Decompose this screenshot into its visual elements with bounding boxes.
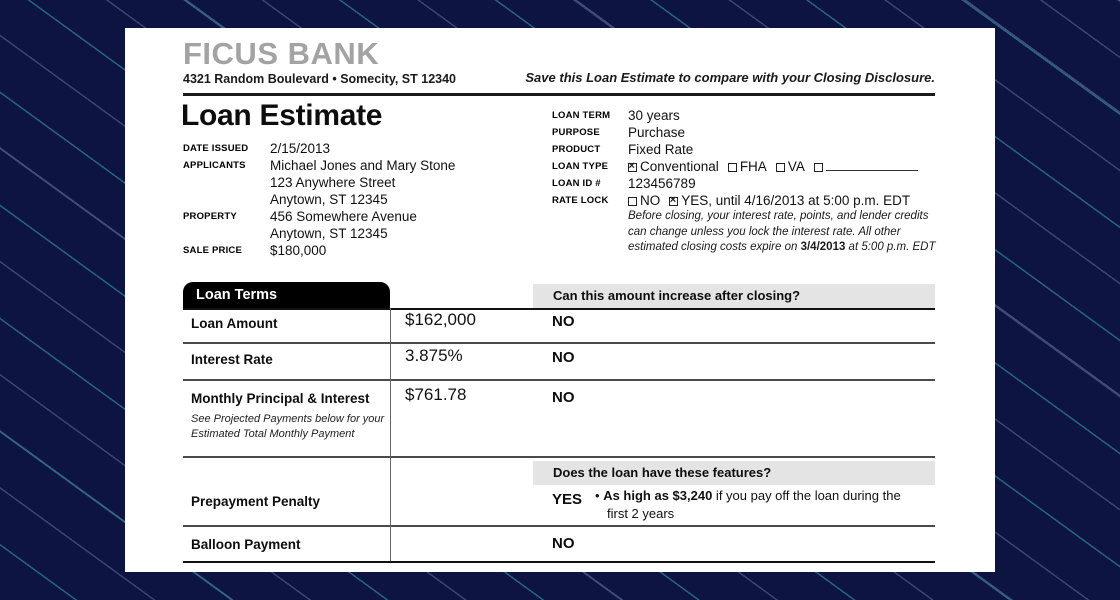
option-va xyxy=(776,159,805,174)
detail-date-issued xyxy=(183,140,533,157)
detail-label: SALE PRICE xyxy=(183,245,243,256)
table-top-line xyxy=(183,308,935,310)
option-rate-lock-no xyxy=(628,193,660,208)
detail-loan-id xyxy=(552,175,942,192)
row-answer-loan-amount: NO xyxy=(552,313,575,330)
header-rule xyxy=(183,93,935,96)
right-details xyxy=(552,107,942,209)
detail-value: Fixed Rate xyxy=(628,142,694,157)
detail-label: LOAN ID # xyxy=(552,178,601,189)
page-title: Loan Estimate xyxy=(181,99,383,132)
checkbox-no-icon xyxy=(628,197,637,206)
row-label-prepayment-penalty: Prepayment Penalty xyxy=(191,494,321,509)
option-rate-lock-yes xyxy=(669,193,910,208)
row-label-balloon-payment: Balloon Payment xyxy=(191,537,301,552)
detail-label: PROPERTY xyxy=(183,211,237,222)
detail-label: DATE ISSUED xyxy=(183,143,249,154)
loan-terms-tab: Loan Terms xyxy=(183,282,390,308)
option-label: VA xyxy=(787,159,805,174)
detail-label: APPLICANTS xyxy=(183,160,246,171)
fine-print-text: Before closing, your interest rate, points, and lender credits can change unless you lock the interest rate. All other estimated closing costs expire on xyxy=(628,210,929,253)
detail-line-2: first 2 years xyxy=(607,505,675,521)
detail-value: Anytown, ST 12345 xyxy=(270,192,388,207)
detail-label: LOAN TYPE xyxy=(552,161,609,172)
detail-line-1 xyxy=(595,487,945,505)
option-fha xyxy=(728,159,767,174)
detail-value: 456 Somewhere Avenue xyxy=(270,209,417,224)
option-conventional xyxy=(628,159,719,174)
option-label: YES, until 4/16/2013 at 5:00 p.m. EDT xyxy=(681,193,911,208)
detail-product xyxy=(552,141,942,158)
checkbox-va-icon xyxy=(776,163,785,172)
fine-print-text: at 5:00 p.m. EDT xyxy=(845,241,936,253)
row-answer-balloon-payment: NO xyxy=(552,535,575,552)
detail-value: 123 Anywhere Street xyxy=(270,175,396,190)
row-divider xyxy=(183,456,935,458)
detail-value: $180,000 xyxy=(270,243,327,258)
detail-loan-type xyxy=(552,158,942,175)
bank-address: 4321 Random Boulevard • Somecity, ST 12340 xyxy=(183,72,457,86)
detail-purpose xyxy=(552,124,942,141)
row-label-loan-amount: Loan Amount xyxy=(191,316,278,331)
increase-after-closing-header: Can this amount increase after closing? xyxy=(533,284,935,308)
row-label-monthly-pi: Monthly Principal & Interest xyxy=(191,391,370,406)
row-value-interest-rate: 3.875% xyxy=(405,346,463,365)
row-label-interest-rate: Interest Rate xyxy=(191,352,273,367)
checkbox-yes-icon xyxy=(669,197,678,206)
checkbox-conventional-icon xyxy=(628,163,637,172)
detail-label: PRODUCT xyxy=(552,144,601,155)
row-value-monthly-pi: $761.78 xyxy=(405,385,467,404)
detail-value: 30 years xyxy=(628,108,680,123)
detail-value: 2/15/2013 xyxy=(270,141,331,156)
detail-loan-term xyxy=(552,107,942,124)
loan-features-header: Does the loan have these features? xyxy=(533,461,935,485)
bank-name: FICUS BANK xyxy=(183,36,380,71)
row-value-loan-amount: $162,000 xyxy=(405,310,476,329)
detail-value: Anytown, ST 12345 xyxy=(270,226,388,241)
left-details xyxy=(183,140,533,259)
option-label: NO xyxy=(640,193,661,208)
fine-print-date: 3/4/2013 xyxy=(800,241,846,253)
checkbox-fha-icon xyxy=(728,163,737,172)
option-label: FHA xyxy=(739,159,767,174)
loan-estimate-document xyxy=(125,28,995,572)
row-answer-monthly-pi: NO xyxy=(552,389,575,406)
row-divider xyxy=(183,525,935,527)
option-label: Conventional xyxy=(640,159,719,174)
detail-property xyxy=(183,208,533,242)
detail-value: Michael Jones and Mary Stone xyxy=(270,158,456,173)
row-divider xyxy=(183,342,935,344)
detail-rate-lock xyxy=(552,192,942,209)
detail-value: 123456789 xyxy=(628,176,696,191)
prepayment-penalty-detail xyxy=(595,487,945,522)
blank-underline xyxy=(826,161,918,171)
detail-applicants xyxy=(183,157,533,208)
rate-lock-fine-print xyxy=(628,209,942,256)
option-other xyxy=(814,159,918,174)
detail-value: Purchase xyxy=(628,125,686,140)
row-sublabel-monthly-pi: See Projected Payments below for your Estimated Total Monthly Payment xyxy=(191,413,385,440)
table-bottom-line xyxy=(183,561,935,563)
bullet-icon: • xyxy=(595,488,600,503)
row-divider xyxy=(183,379,935,381)
detail-sale-price xyxy=(183,242,533,259)
detail-label: LOAN TERM xyxy=(552,110,611,121)
row-answer-prepayment-penalty: YES xyxy=(552,491,583,508)
detail-text: if you pay off the loan during the xyxy=(712,488,901,503)
detail-label: RATE LOCK xyxy=(552,195,609,206)
detail-bold-text: As high as $3,240 xyxy=(603,488,713,503)
save-note: Save this Loan Estimate to compare with your Closing Disclosure. xyxy=(525,70,935,85)
checkbox-other-icon xyxy=(814,163,823,172)
row-answer-interest-rate: NO xyxy=(552,349,575,366)
detail-label: PURPOSE xyxy=(552,127,600,138)
